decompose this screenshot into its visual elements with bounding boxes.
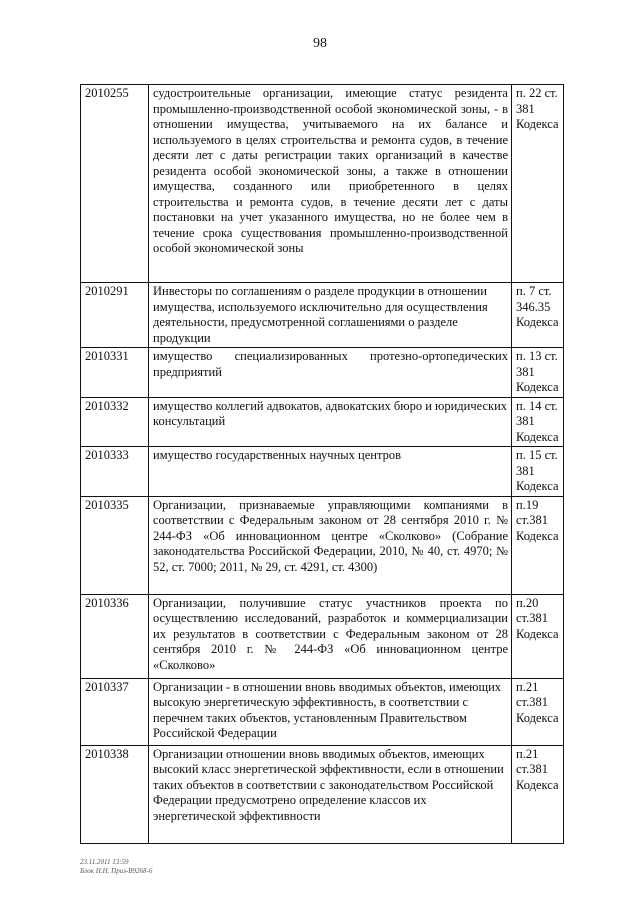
code-cell: 2010332 [81, 397, 149, 447]
description-cell: Инвесторы по соглашениям о разделе продукции в отношении имущества, используемого исключительно для осуществления деятельности, предусмотренной соглашениями о разделе продукции [149, 283, 512, 348]
table-row [81, 594, 564, 678]
description-cell: имущество коллегий адвокатов, адвокатских бюро и юридических консультаций [149, 397, 512, 447]
code-cell: 2010336 [81, 594, 149, 678]
description-cell: Организации, получившие статус участников проекта по осуществлению исследований, разработок и коммерциализации их результатов в соответствии с Федеральным законом от 28 сентября 2010 г. № 244-ФЗ «Об инновационном центре «Сколково» [149, 594, 512, 678]
reference-cell: п.19 ст.381 Кодекса [512, 496, 564, 594]
reference-cell: п. 22 ст. 381 Кодекса [512, 85, 564, 283]
code-cell: 2010255 [81, 85, 149, 283]
reference-cell: п.20 ст.381 Кодекса [512, 594, 564, 678]
code-cell: 2010333 [81, 447, 149, 497]
reference-cell: п. 15 ст. 381 Кодекса [512, 447, 564, 497]
code-cell: 2010291 [81, 283, 149, 348]
table-row [81, 447, 564, 497]
footer-timestamp: 23.11.2011 13:59 [80, 858, 129, 866]
description-cell: Организации - в отношении вновь вводимых объектов, имеющих высокую энергетическую эффективность, в соответствии с перечнем таких объектов, установленным Правительством Российской Федерации [149, 678, 512, 745]
code-cell: 2010338 [81, 745, 149, 843]
table-row [81, 348, 564, 398]
reference-cell: п. 7 ст. 346.35 Кодекса [512, 283, 564, 348]
document-footer [80, 858, 152, 876]
description-cell: судостроительные организации, имеющие статус резидента промышленно-производственной особой экономической зоны, - в отношении имущества, учитываемого на их балансе и используемого в целях строительства и ремонта судов, в течение десяти лет с даты регистрации таких организаций в качестве резидента особой экономической зоны, а также в отношении имущества, созданного или приобретенного в целях строительства и ремонта судов, в течение десяти лет с даты постановки на учет указанного имущества, но не более чем в течение срока существования промышленно-производственной особой экономической зоны [149, 85, 512, 283]
reference-cell: п.21 ст.381 Кодекса [512, 745, 564, 843]
table-row [81, 496, 564, 594]
footer-document-id: Блок Н.Н. Приз-В9268-6 [80, 867, 153, 875]
tax-benefit-codes-table [80, 84, 564, 844]
table-row [81, 85, 564, 283]
reference-cell: п. 13 ст. 381 Кодекса [512, 348, 564, 398]
description-cell: имущество специализированных протезно-ортопедических предприятий [149, 348, 512, 398]
code-cell: 2010331 [81, 348, 149, 398]
page-number: 98 [313, 36, 327, 51]
reference-cell: п.21 ст.381 Кодекса [512, 678, 564, 745]
description-cell: имущество государственных научных центров [149, 447, 512, 497]
code-cell: 2010335 [81, 496, 149, 594]
reference-cell: п. 14 ст. 381 Кодекса [512, 397, 564, 447]
table-row [81, 283, 564, 348]
description-cell: Организации отношении вновь вводимых объектов, имеющих высокий класс энергетической эффективности, если в отношении таких объектов в соответствии с законодательством Российской Федерации предусмотрено определение классов их энергетической эффективности [149, 745, 512, 843]
code-cell: 2010337 [81, 678, 149, 745]
table-row [81, 745, 564, 843]
description-cell: Организации, признаваемые управляющими компаниями в соответствии с Федеральным законом от 28 сентября 2010 г. № 244-ФЗ «Об инновационном центре «Сколково» (Собрание законодательства Российской Федерации, 2010, № 40, ст. 4970; № 52, ст. 7000; 2011, № 29, ст. 4291, ст. 4300) [149, 496, 512, 594]
table-row [81, 678, 564, 745]
table-row [81, 397, 564, 447]
